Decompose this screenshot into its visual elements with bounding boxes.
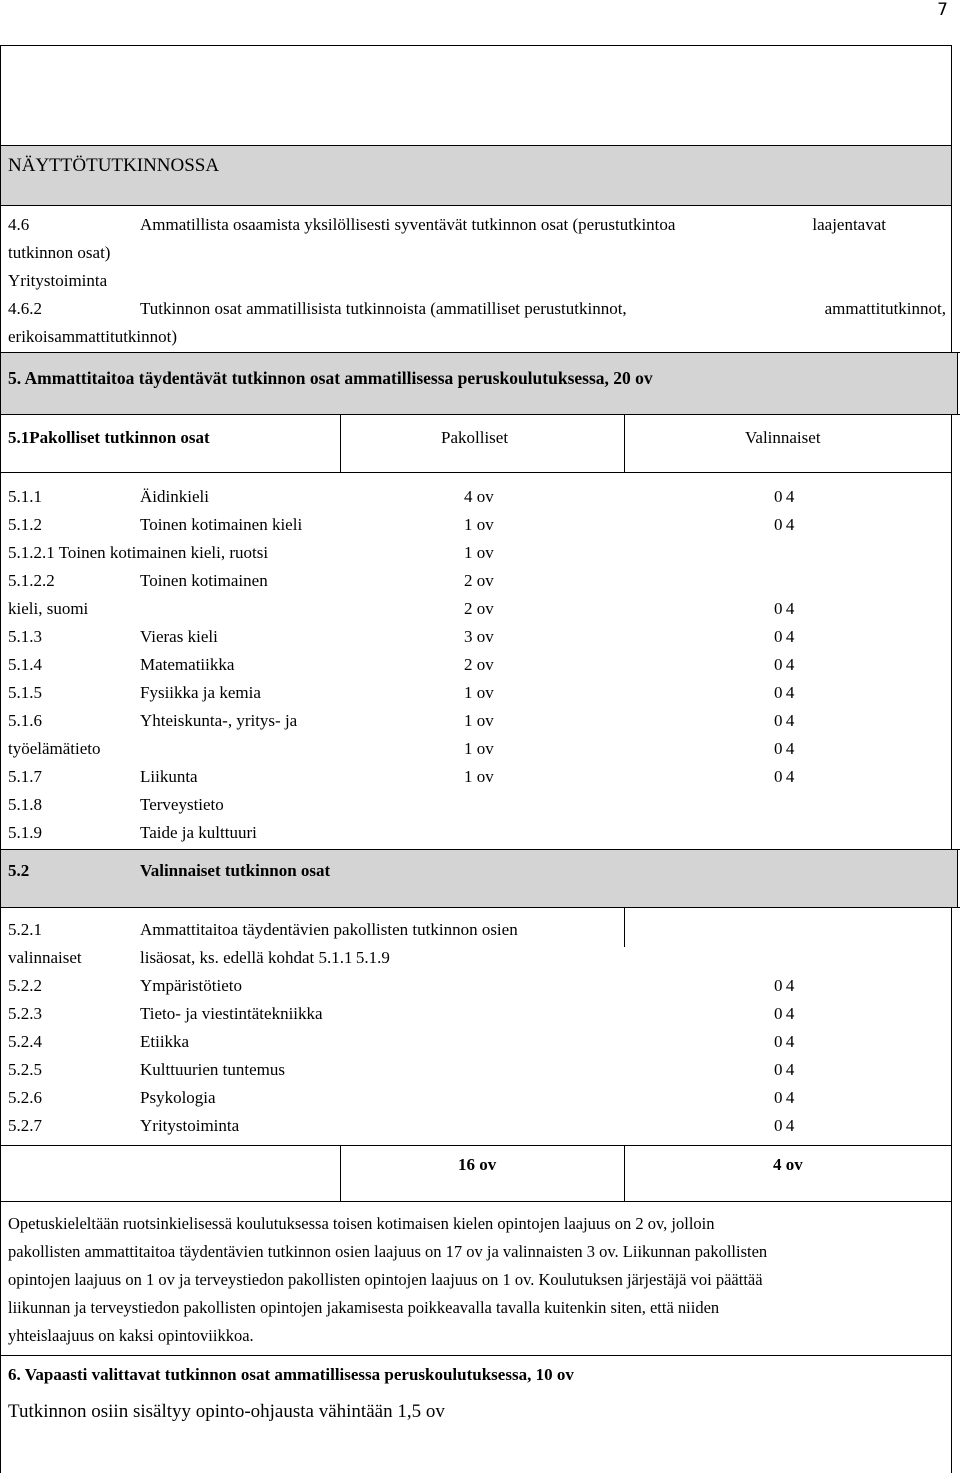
divider — [0, 1201, 952, 1202]
note-line: opintojen laajuus on 1 ov ja terveystiedon pakollisten opintojen laajuus on 1 ov. Koulutuksen järjestäjä voi päättää — [8, 1270, 763, 1289]
row-valinnaiset: 0 4 — [774, 515, 795, 534]
row-num: 5.1.3 — [8, 627, 42, 646]
row-valinnaiset: 0 4 — [774, 627, 795, 646]
col-divider — [340, 1145, 341, 1201]
row-valinnaiset: 0 4 — [774, 1088, 795, 1107]
row-num: 5.1.2.2 — [8, 571, 55, 590]
row-name: Toinen kotimainen — [140, 571, 268, 590]
row-name: Vieras kieli — [140, 627, 218, 646]
row-num: 5.2.4 — [8, 1032, 42, 1051]
section-4-6-num: 4.6 — [8, 215, 30, 234]
total-pakolliset: 16 ov — [458, 1155, 497, 1174]
divider — [0, 205, 952, 206]
row-num: 5.1.4 — [8, 655, 42, 674]
row-num: 5.1.6 — [8, 711, 42, 730]
section-4-6-cont: tutkinnon osat) — [8, 243, 111, 262]
table-5-2-first-text-cont: lisäosat, ks. edellä kohdat 5.1.1 5.1.9 — [140, 948, 390, 967]
row-num: 5.1.8 — [8, 795, 42, 814]
row-num: 5.2.7 — [8, 1116, 42, 1135]
row-pakolliset: 2 ov — [464, 655, 494, 674]
row-name: Tieto- ja viestintätekniikka — [140, 1004, 323, 1023]
divider — [0, 352, 960, 353]
row-name: Äidinkieli — [140, 487, 209, 506]
divider — [0, 414, 960, 415]
row-name: Taide ja kulttuuri — [140, 823, 257, 842]
row-pakolliset: 3 ov — [464, 627, 494, 646]
frame-top — [0, 45, 952, 46]
divider — [957, 352, 958, 414]
section-6-title: 6. Vapaasti valittavat tutkinnon osat ammatillisessa peruskoulutuksessa, 10 ov — [8, 1365, 574, 1384]
row-name: Liikunta — [140, 767, 198, 786]
row-name: Fysiikka ja kemia — [140, 683, 261, 702]
row-num: kieli, suomi — [8, 599, 89, 618]
col-divider — [624, 414, 625, 472]
row-num: työelämätieto — [8, 739, 101, 758]
row-name: Toinen kotimainen kieli — [140, 515, 303, 534]
row-valinnaiset: 0 4 — [774, 655, 795, 674]
row-num: 5.2.3 — [8, 1004, 42, 1023]
col-header-valinnaiset: Valinnaiset — [745, 428, 821, 447]
total-valinnaiset: 4 ov — [773, 1155, 803, 1174]
section-5-2-num: 5.2 — [8, 861, 30, 880]
col-divider — [340, 414, 341, 472]
note-line: Opetuskieleltään ruotsinkielisessä koulutuksessa toisen kotimaisen kielen opintojen laajuus on 2 ov, jolloin — [8, 1214, 715, 1233]
row-pakolliset: 2 ov — [464, 571, 494, 590]
section-4-6-text: Ammatillista osaamista yksilöllisesti syventävät tutkinnon osat (perustutkintoa — [140, 215, 676, 234]
row-valinnaiset: 0 4 — [774, 767, 795, 786]
row-pakolliset: 4 ov — [464, 487, 494, 506]
row-pakolliset: 1 ov — [464, 767, 494, 786]
row-pakolliset: 2 ov — [464, 599, 494, 618]
row-name: Terveystieto — [140, 795, 224, 814]
row-valinnaiset: 0 4 — [774, 683, 795, 702]
section-5-2-title: Valinnaiset tutkinnon osat — [140, 861, 331, 880]
row-valinnaiset: 0 4 — [774, 599, 795, 618]
col-divider — [624, 1145, 625, 1201]
table-5-1-title: 5.1Pakolliset tutkinnon osat — [8, 428, 210, 447]
table-5-2-first-num: 5.2.1 — [8, 920, 42, 939]
row-valinnaiset: 0 4 — [774, 1116, 795, 1135]
note-line: liikunnan ja terveystiedon pakollisten opintojen jakamisesta poikkeavalla tavalla kuitenkin siten, että niiden — [8, 1298, 720, 1317]
row-num: 5.1.9 — [8, 823, 42, 842]
table-5-2-first-text: Ammattitaitoa täydentävien pakollisten tutkinnon osien — [140, 920, 518, 939]
row-num: 5.2.6 — [8, 1088, 42, 1107]
section-4-6-2-num: 4.6.2 — [8, 299, 42, 318]
row-valinnaiset: 0 4 — [774, 487, 795, 506]
row-name: Psykologia — [140, 1088, 216, 1107]
divider — [0, 907, 960, 908]
note-line: pakollisten ammattitaitoa täydentävien tutkinnon osien laajuus on 17 ov ja valinnaisten 3 ov. Liikunnan pakollisten — [8, 1242, 768, 1261]
section-4-6-2-text: Tutkinnon osat ammatillisista tutkinnoista (ammatilliset perustutkinnot, — [140, 299, 627, 318]
row-pakolliset: 1 ov — [464, 711, 494, 730]
col-header-pakolliset: Pakolliset — [441, 428, 509, 447]
row-pakolliset: 1 ov — [464, 543, 494, 562]
frame-left — [0, 45, 1, 1473]
row-name: Matematiikka — [140, 655, 235, 674]
row-name: Ympäristötieto — [140, 976, 242, 995]
row-num: 5.1.2.1 Toinen kotimainen kieli, ruotsi — [8, 543, 269, 562]
section-4-6-2-cont: erikoisammattitutkinnot) — [8, 327, 178, 346]
col-divider — [624, 907, 625, 947]
frame-right — [951, 45, 952, 1473]
divider — [0, 1355, 952, 1356]
row-name: Yritystoiminta — [140, 1116, 240, 1135]
note-line: yhteislaajuus on kaksi opintoviikkoa. — [8, 1326, 254, 1345]
row-name: Yhteiskunta-, yritys- ja — [140, 711, 298, 730]
row-num: 5.2.2 — [8, 976, 42, 995]
row-pakolliset: 1 ov — [464, 515, 494, 534]
row-valinnaiset: 0 4 — [774, 976, 795, 995]
row-num: 5.1.7 — [8, 767, 42, 786]
row-num: 5.2.5 — [8, 1060, 42, 1079]
divider — [957, 849, 958, 907]
section-4-6-right: laajentavat — [812, 215, 886, 234]
section-4-6-line3: Yritystoiminta — [8, 271, 108, 290]
heading-top: NÄYTTÖTUTKINNOSSA — [8, 155, 220, 176]
row-valinnaiset: 0 4 — [774, 1032, 795, 1051]
row-valinnaiset: 0 4 — [774, 711, 795, 730]
row-pakolliset: 1 ov — [464, 683, 494, 702]
page-number: 7 — [937, 0, 948, 20]
section-5-title: 5. Ammattitaitoa täydentävät tutkinnon osat ammatillisessa peruskoulutuksessa, 20 ov — [8, 368, 653, 388]
divider — [0, 849, 960, 850]
row-valinnaiset: 0 4 — [774, 1060, 795, 1079]
section-6-text: Tutkinnon osiin sisältyy opinto-ohjausta vähintään 1,5 ov — [8, 1401, 445, 1422]
row-num: 5.1.5 — [8, 683, 42, 702]
section-4-6-2-right: ammattitutkinnot, — [824, 299, 946, 318]
row-num: 5.1.2 — [8, 515, 42, 534]
row-name: Etiikka — [140, 1032, 190, 1051]
table-5-2-first-num-cont: valinnaiset — [8, 948, 82, 967]
row-valinnaiset: 0 4 — [774, 739, 795, 758]
divider — [0, 472, 952, 473]
divider — [0, 1145, 952, 1146]
divider — [0, 145, 952, 146]
row-pakolliset: 1 ov — [464, 739, 494, 758]
row-valinnaiset: 0 4 — [774, 1004, 795, 1023]
row-num: 5.1.1 — [8, 487, 42, 506]
row-name: Kulttuurien tuntemus — [140, 1060, 285, 1079]
